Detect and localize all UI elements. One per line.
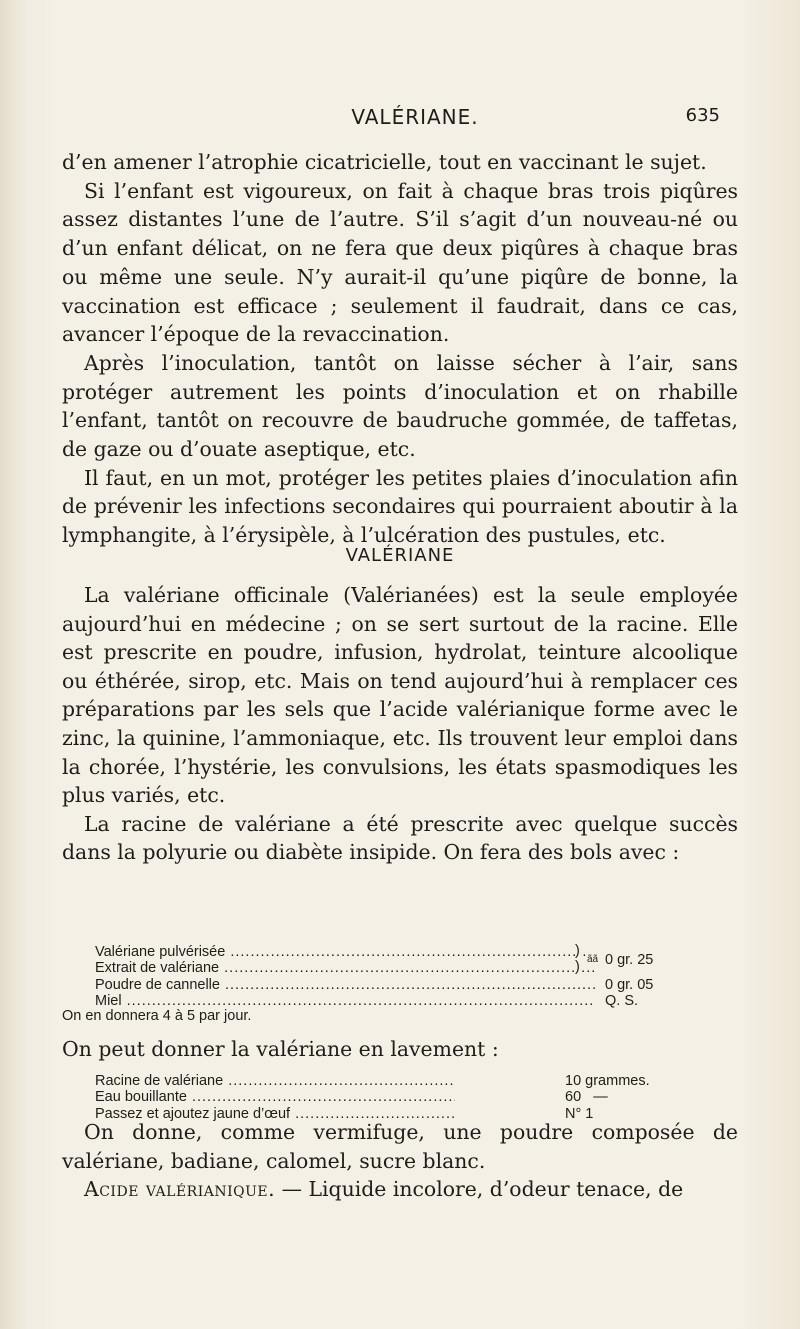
ingredient-qty: 0 gr. 25 <box>605 952 654 968</box>
recipe-row <box>95 1089 735 1105</box>
paragraph: On donne, comme vermifuge, une poudre composée de valériane, badiane, calomel, sucre blanc. <box>62 1120 738 1173</box>
recipe-row <box>95 954 735 977</box>
dosage-note: On en donnera 4 à 5 par jour. <box>62 1008 252 1024</box>
ingredient-name: Miel ..... <box>95 993 595 1009</box>
paragraph <box>62 1175 738 1204</box>
section-title: VALÉRIANE <box>345 545 455 566</box>
lavement-intro: On peut donner la valériane en lavement : <box>62 1037 499 1061</box>
paragraph: Il faut, en un mot, protéger les petites plaies d’inoculation afin de prévenir les infections secondaires qui pourraient aboutir à la lymphangite, à l’érysipèle, à l’ulcération des pustules, etc. <box>62 465 738 548</box>
ingredient-name: Valériane pulvérisée ..... <box>95 944 595 960</box>
ingredient-qty: 0 gr. 05 <box>605 976 654 993</box>
ingredient-name: Passez et ajoutez jaune d’œuf ..... <box>95 1106 455 1122</box>
recipe-row <box>95 977 735 993</box>
recipe-row <box>95 993 735 1009</box>
paragraph: Si l’enfant est vigoureux, on fait à chaque bras trois piqûres assez distantes l’une de l’autre. S’il s’agit d’un nouveau-né ou d’un enfant délicat, on ne fera que deux piqûres à chaque bras ou même une seule. N’y aurait-il qu’une piqûre de bonne, la vaccination est efficace ; seulement il faudrait, dans ce cas, avancer l’époque de la revaccination. <box>62 178 738 347</box>
running-title: VALÉRIANE. <box>351 105 479 129</box>
paragraph: La racine de valériane a été prescrite avec quelque succès dans la polyurie ou diabète insipide. On fera des bols avec : <box>62 811 738 865</box>
closing-text <box>62 1118 738 1204</box>
recipe-row <box>95 943 735 968</box>
paragraph: d’en amener l’atrophie cicatricielle, tout en vaccinant le sujet. <box>62 150 707 174</box>
acid-text: — Liquide incolore, d’odeur tenace, de <box>275 1177 684 1202</box>
ingredient-name: Poudre de cannelle ..... <box>95 977 595 993</box>
ana-marker: ãã <box>587 952 598 968</box>
page-number: 635 <box>685 105 720 126</box>
ingredient-qty: N° 1 <box>565 1105 594 1122</box>
recipe-bols <box>95 944 735 1009</box>
ingredient-qty: 60 — <box>565 1089 608 1106</box>
intro-text <box>62 148 738 550</box>
acid-heading: Acide valérianique. <box>84 1177 276 1202</box>
ingredient-qty: 10 grammes. <box>565 1073 650 1089</box>
ingredient-name: Racine de valériane ..... <box>95 1073 455 1089</box>
ingredient-name: Eau bouillante ..... <box>95 1089 455 1105</box>
brace-icon: ) <box>575 959 580 976</box>
paragraph: La valériane officinale (Valérianées) est la seule employée aujourd’hui en médecine ; on se sert surtout de la racine. Elle est prescrite en poudre, infusion, hydrolat, teinture alcoolique ou éthérée, sirop, etc. Mais on tend aujourd’hui à remplacer ces préparations par les sels que l’acide valérianique forme avec le zinc, la quinine, l’ammoniaque, etc. Ils trouvent leur emploi dans la chorée, l’hystérie, les convulsions, les états spasmodiques les plus variés, etc. <box>62 583 738 808</box>
section-text <box>62 581 738 867</box>
recipe-lavement <box>95 1073 735 1122</box>
ingredient-qty: Q. S. <box>605 992 639 1009</box>
page-header <box>110 105 720 135</box>
paragraph: Après l’inoculation, tantôt on laisse sécher à l’air, sans protéger autrement les points d’inoculation et on rhabille l’enfant, tantôt on recouvre de baudruche gommée, de taffetas, de gaze ou d’ouate aseptique, etc. <box>62 350 738 462</box>
ingredient-name: Extrait de valériane ..... <box>95 960 595 976</box>
brace-icon: ) <box>575 943 580 959</box>
recipe-row <box>95 1073 735 1089</box>
